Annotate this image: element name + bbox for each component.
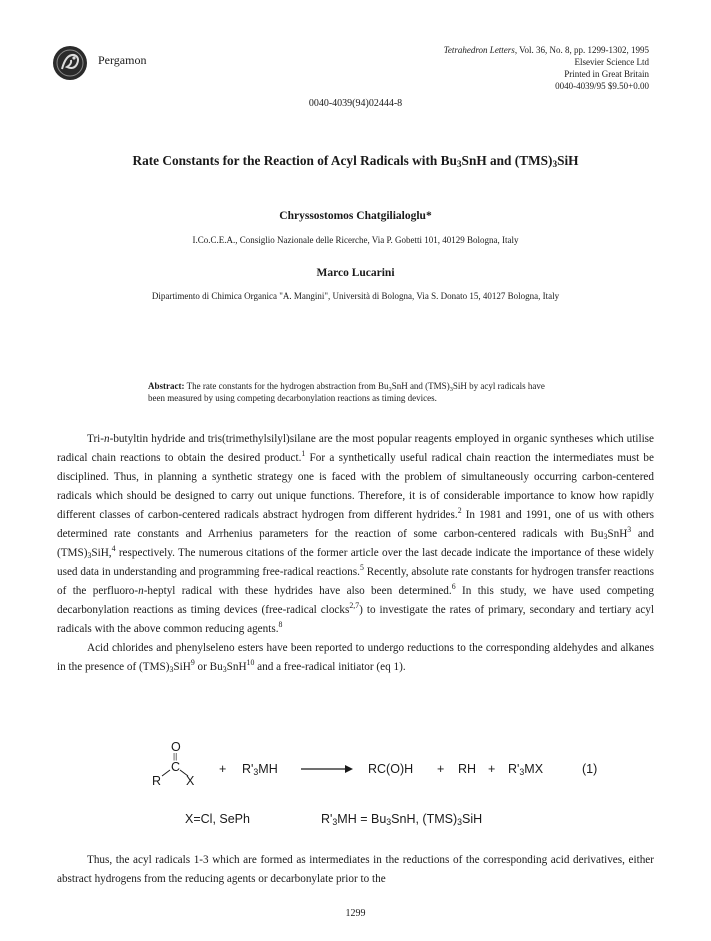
abstract: Abstract: The rate constants for the hydrogen abstraction from $Bu_3SnH$ and $(TMS)_3SiH$ by acyl radicals have been measured by using competing decarbonylation reactions as timing devices.: [148, 381, 545, 403]
author-affiliation: I.Co.C.E.A., Consiglio Nazionale delle Ricerche, Via P. Gobetti 101, 40129 Bologna, Italy: [192, 235, 519, 245]
paragraph-acyl-radicals: Thus, the acyl radicals 1-3 which are formed as intermediates in the reductions of the corresponding acid derivatives, either abstract hydrogens from the reducing agents or decarbonylate prior to the: [57, 854, 654, 885]
reaction-arrow-icon: [301, 762, 353, 776]
hydride-definition: $R'_3MH = Bu_3SnH$, $(TMS)_3SiH$: [321, 812, 483, 827]
plus-sign: +: [488, 762, 496, 776]
x-definition: X=Cl, SePh: [185, 812, 250, 826]
body-text: [57, 430, 654, 677]
r-group: R: [152, 774, 162, 788]
carbon-atom: C: [171, 760, 181, 774]
paragraph-intro: Tri-n-butyltin hydride and tris(trimethylsilyl)silane are the most popular reagents employed in organic syntheses which utilise radical chain reactions to obtain the desired product.$^1$ For a synthetically useful radical chain reaction the intermediates must be disciplined. Thus, in planning a synthetic strategy one is faced with the problem of simultaneously occurring carbon-centered radicals which should be designed to carry out unique functions. Therefore, it is of considerable importance to know how rapidly different classes of carbon-centered radicals abstract hydrogen from different hydrides.$^2$ In 1981 and 1991, one of us with others determined rate constants and Arrhenius parameters for the reaction of some carbon-centered radicals with $Bu_3SnH^3$ and $(TMS)_3SiH,^4$ respectively. The numerous citations of the former article over the last decade indicate the importance of these widely used data in understanding and programming free-radical reactions.$^5$ Recently, absolute rate constants for hydrogen transfer reactions of the perfluoro-n-heptyl radical with these hydrides have also been determined.$^6$ In this study, we have used competing decarbonylation reactions as timing devices (free-radical clocks$^{2,7}$) to investigate the rates of primary, secondary and tertiary acyl radicals with the above common reducing agents.$^8$: [57, 433, 655, 635]
equation-number: (1): [582, 762, 598, 776]
x-group: X: [186, 774, 195, 788]
article-title: Rate Constants for the Reaction of Acyl Radicals with $Bu_3SnH$ and $(TMS)_3SiH$: [132, 153, 579, 170]
journal-citation: Tetrahedron Letters, Vol. 36, No. 8, pp. 1299-1302, 1995 Elsevier Science Ltd Printed in Great Britain 0040-4039/95 $9.50+0.00: [443, 45, 649, 91]
plus-sign: +: [219, 762, 227, 776]
reagent-hydride: $R'_3MH$: [242, 762, 278, 777]
double-bond: ||: [173, 752, 178, 761]
oxygen-atom: O: [171, 740, 181, 754]
author-name: Marco Lucarini: [316, 267, 395, 279]
doi-code: 0040-4039(94)02444-8: [308, 98, 403, 109]
author-name: Chryssostomos Chatgilialoglu*: [279, 210, 432, 222]
body-text-continued: [57, 851, 654, 889]
pergamon-logo-icon: [52, 45, 88, 81]
page-number: 1299: [345, 908, 366, 919]
paragraph-reductions: Acid chlorides and phenylseleno esters have been reported to undergo reductions to the corresponding aldehydes and alkanes in the presence of $(TMS)_3SiH^9$ or $Bu_3SnH^{10}$ and a free-radical initiator (eq 1).: [57, 642, 654, 674]
product-aldehyde: RC(O)H: [368, 762, 414, 776]
author-affiliation: Dipartimento di Chimica Organica "A. Mangini", Università di Bologna, Via S. Donato 15, 40127 Bologna, Italy: [151, 291, 560, 301]
product-alkane: RH: [458, 762, 477, 776]
publisher-name: Pergamon: [98, 53, 147, 67]
plus-sign: +: [437, 762, 445, 776]
product-byproduct: $R'_3MX$: [508, 762, 544, 777]
